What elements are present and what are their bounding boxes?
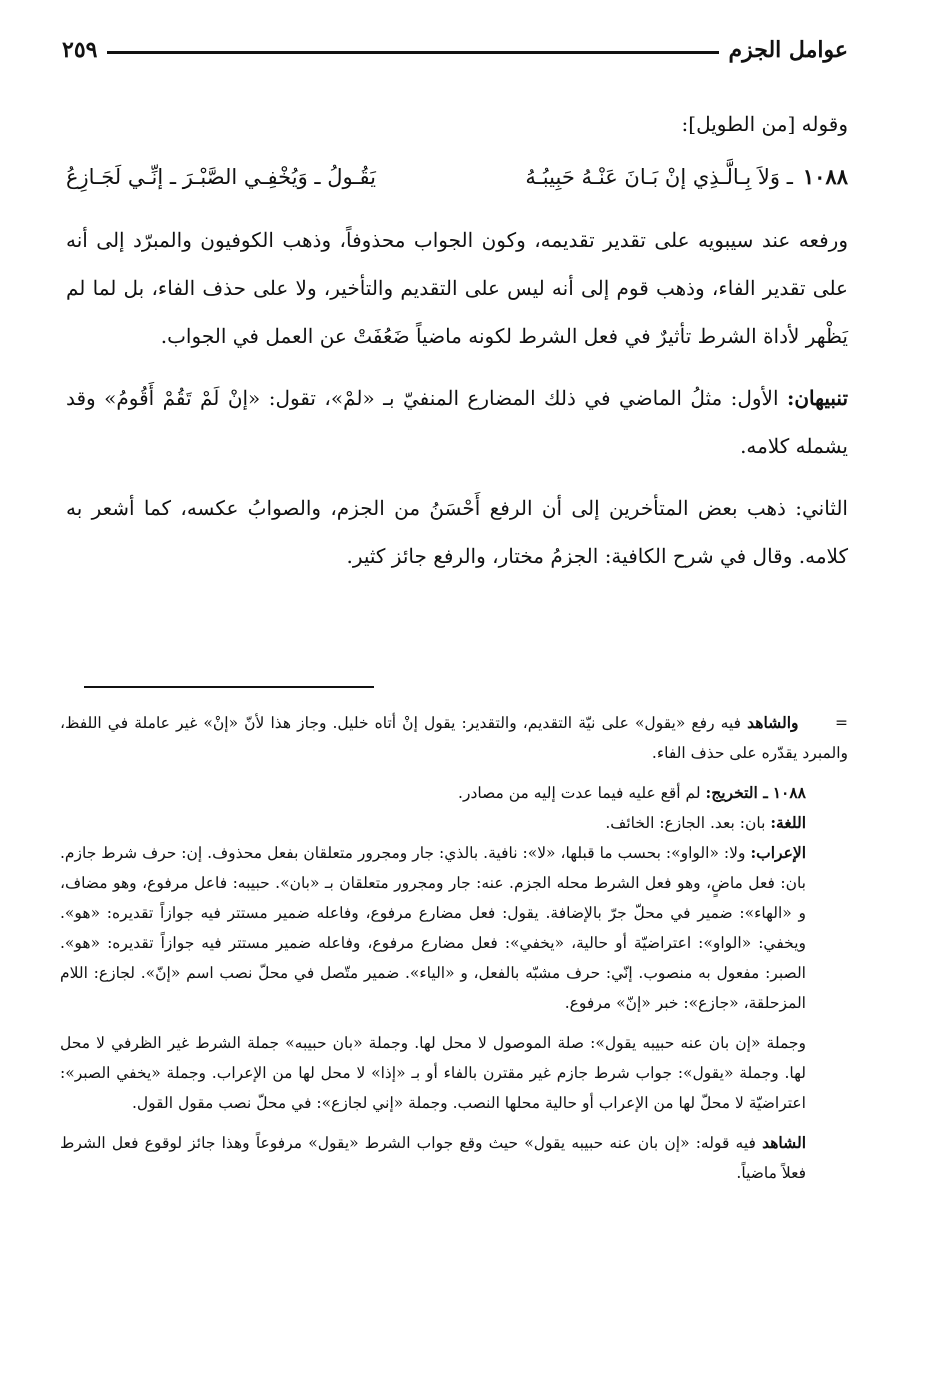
footnote-lugha	[60, 808, 848, 838]
paragraph-2-label: تنبيهان:	[786, 386, 849, 410]
irab-label: الإعراب:	[750, 843, 807, 862]
footnote-shahid	[60, 1128, 848, 1188]
verse-first-hemistich: ـ وَلاَ بِـالَّـذِي إنْ بَـانَ عَنْـهُ حَبِيبُـهُ	[525, 165, 793, 189]
verse-second-hemistich: يَقُـولُ ـ وَيُخْفِـي الصَّبْـرَ ـ إنِّـي لَجَـازِعُ	[66, 165, 376, 189]
paragraph-3: الثاني: ذهب بعض المتأخرين إلى أن الرفع أَحْسَنُ من الجزم، والصوابُ عكسه، كما أشعر به كلامه. وقال في شرح الكافية: الجزمُ مختار، والرفع جائز كثير.	[66, 496, 848, 568]
page-number: ٢٥٩	[62, 37, 98, 63]
footnote-number: ١٠٨٨	[772, 783, 806, 802]
footnote-takhrij	[60, 778, 848, 808]
takhrij-label: ـ التخريج:	[705, 783, 768, 802]
paragraph-1: ورفعه عند سيبويه على تقدير تقديمه، وكون الجواب محذوفاً، وذهب الكوفيون والمبرّد إلى أنه على تقدير الفاء، وذهب قوم إلى أنه ليس على التقديم والتأخير، ولا على حذف الفاء، بل لما لم يَظْهر لأداة الشرط تأثيرٌ في فعل الشرط لكونه ماضياً ضَعُفَتْ عن العمل في الجواب.	[66, 228, 849, 348]
irab-text: ولا: «الواو»: بحسب ما قبلها، «لا»: نافية. بالذي: جار ومجرور متعلقان بفعل محذوف. إن: حرف شرط جازم. بان: فعل ماضٍ، وهو فعل الشرط محله الجزم. عنه: جار ومجرور متعلقان بـ «بان». حبيبه: فاعل مرفوع، وهو مضاف، و «الهاء»: ضمير في محلّ جرّ بالإضافة. يقول: فعل مضارع مرفوع، وفاعله ضمير مستتر فيه جوازاً تقديره: «هو». ويخفي: «الواو»: اعتراضيّة أو حالية، «يخفي»: فعل مضارع مرفوع، وفاعله ضمير مستتر فيه جوازاً تقديره: «هو». الصبر: مفعول به منصوب. إنّي: حرف مشبّه بالفعل، و «الياء». ضمير متّصل في محلّ نصب اسم «إنّ». لجازع: اللام المزحلقة، «جازع»: خبر «إنّ» مرفوع.	[60, 844, 806, 1012]
footnotes	[60, 708, 848, 1188]
shahid-text: فيه قوله: «إن بان عنه حبيبه يقول» حيث وقع جواب الشرط «يقول» مرفوعاً وهذا جائز لوقوع فعل الشرط فعلاً ماضياً.	[60, 1134, 806, 1182]
footnote-separator	[84, 686, 374, 688]
shahid-label: الشاهد	[762, 1133, 806, 1152]
chapter-title: عوامل الجزم	[728, 37, 848, 63]
verse-first-hemistich-group	[525, 152, 848, 202]
footnote-continued-label: والشاهد	[747, 713, 799, 732]
main-text	[66, 100, 848, 580]
footnote-continued	[60, 708, 848, 768]
lugha-text: بان: بعد. الجازع: الخائف.	[605, 814, 766, 832]
header-rule	[107, 51, 718, 54]
footnote-irab	[60, 838, 848, 1018]
paragraph-2-text: الأول: مثلُ الماضي في ذلك المضارع المنفيّ بـ «لمْ»، تقول: «إنْ لَمْ تَقُمْ أَقُومُ» وقد يشمله كلامه.	[66, 386, 848, 458]
footnote-continued-text: فيه رفع «يقول» على نيّة التقديم، والتقدير: يقول إنْ أتاه خليل. وجاز هذا لأنّ «إنْ» غير عاملة في اللفظ، والمبرد يقدّره على حذف الفاء.	[60, 714, 848, 762]
verse-intro: وقوله [من الطويل]:	[681, 112, 848, 136]
footnote-jumal: وجملة «إن بان عنه حبيبه يقول»: صلة الموصول لا محل لها. وجملة «بان حبيبه» جملة الشرط غير الظرفي لا محل لها. وجملة «يقول»: جواب شرط جازم غير مقترن بالفاء أو بـ «إذا» لا محل لها من الإعراب. وجملة «يخفي الصبر»: اعتراضيّة لا محلّ لها من الإعراب أو حالية محلها النصب. وجملة «إني لجازع»: في محلّ نصب مقول القول.	[60, 1034, 806, 1112]
running-head	[62, 30, 848, 70]
verse-line	[66, 152, 848, 202]
continuation-marker: =	[835, 714, 848, 732]
takhrij-text: لم أقع عليه فيما عدت إليه من مصادر.	[458, 784, 701, 802]
verse-number: ١٠٨٨	[802, 164, 848, 189]
paragraph-2	[66, 374, 848, 470]
lugha-label: اللغة:	[770, 813, 806, 832]
